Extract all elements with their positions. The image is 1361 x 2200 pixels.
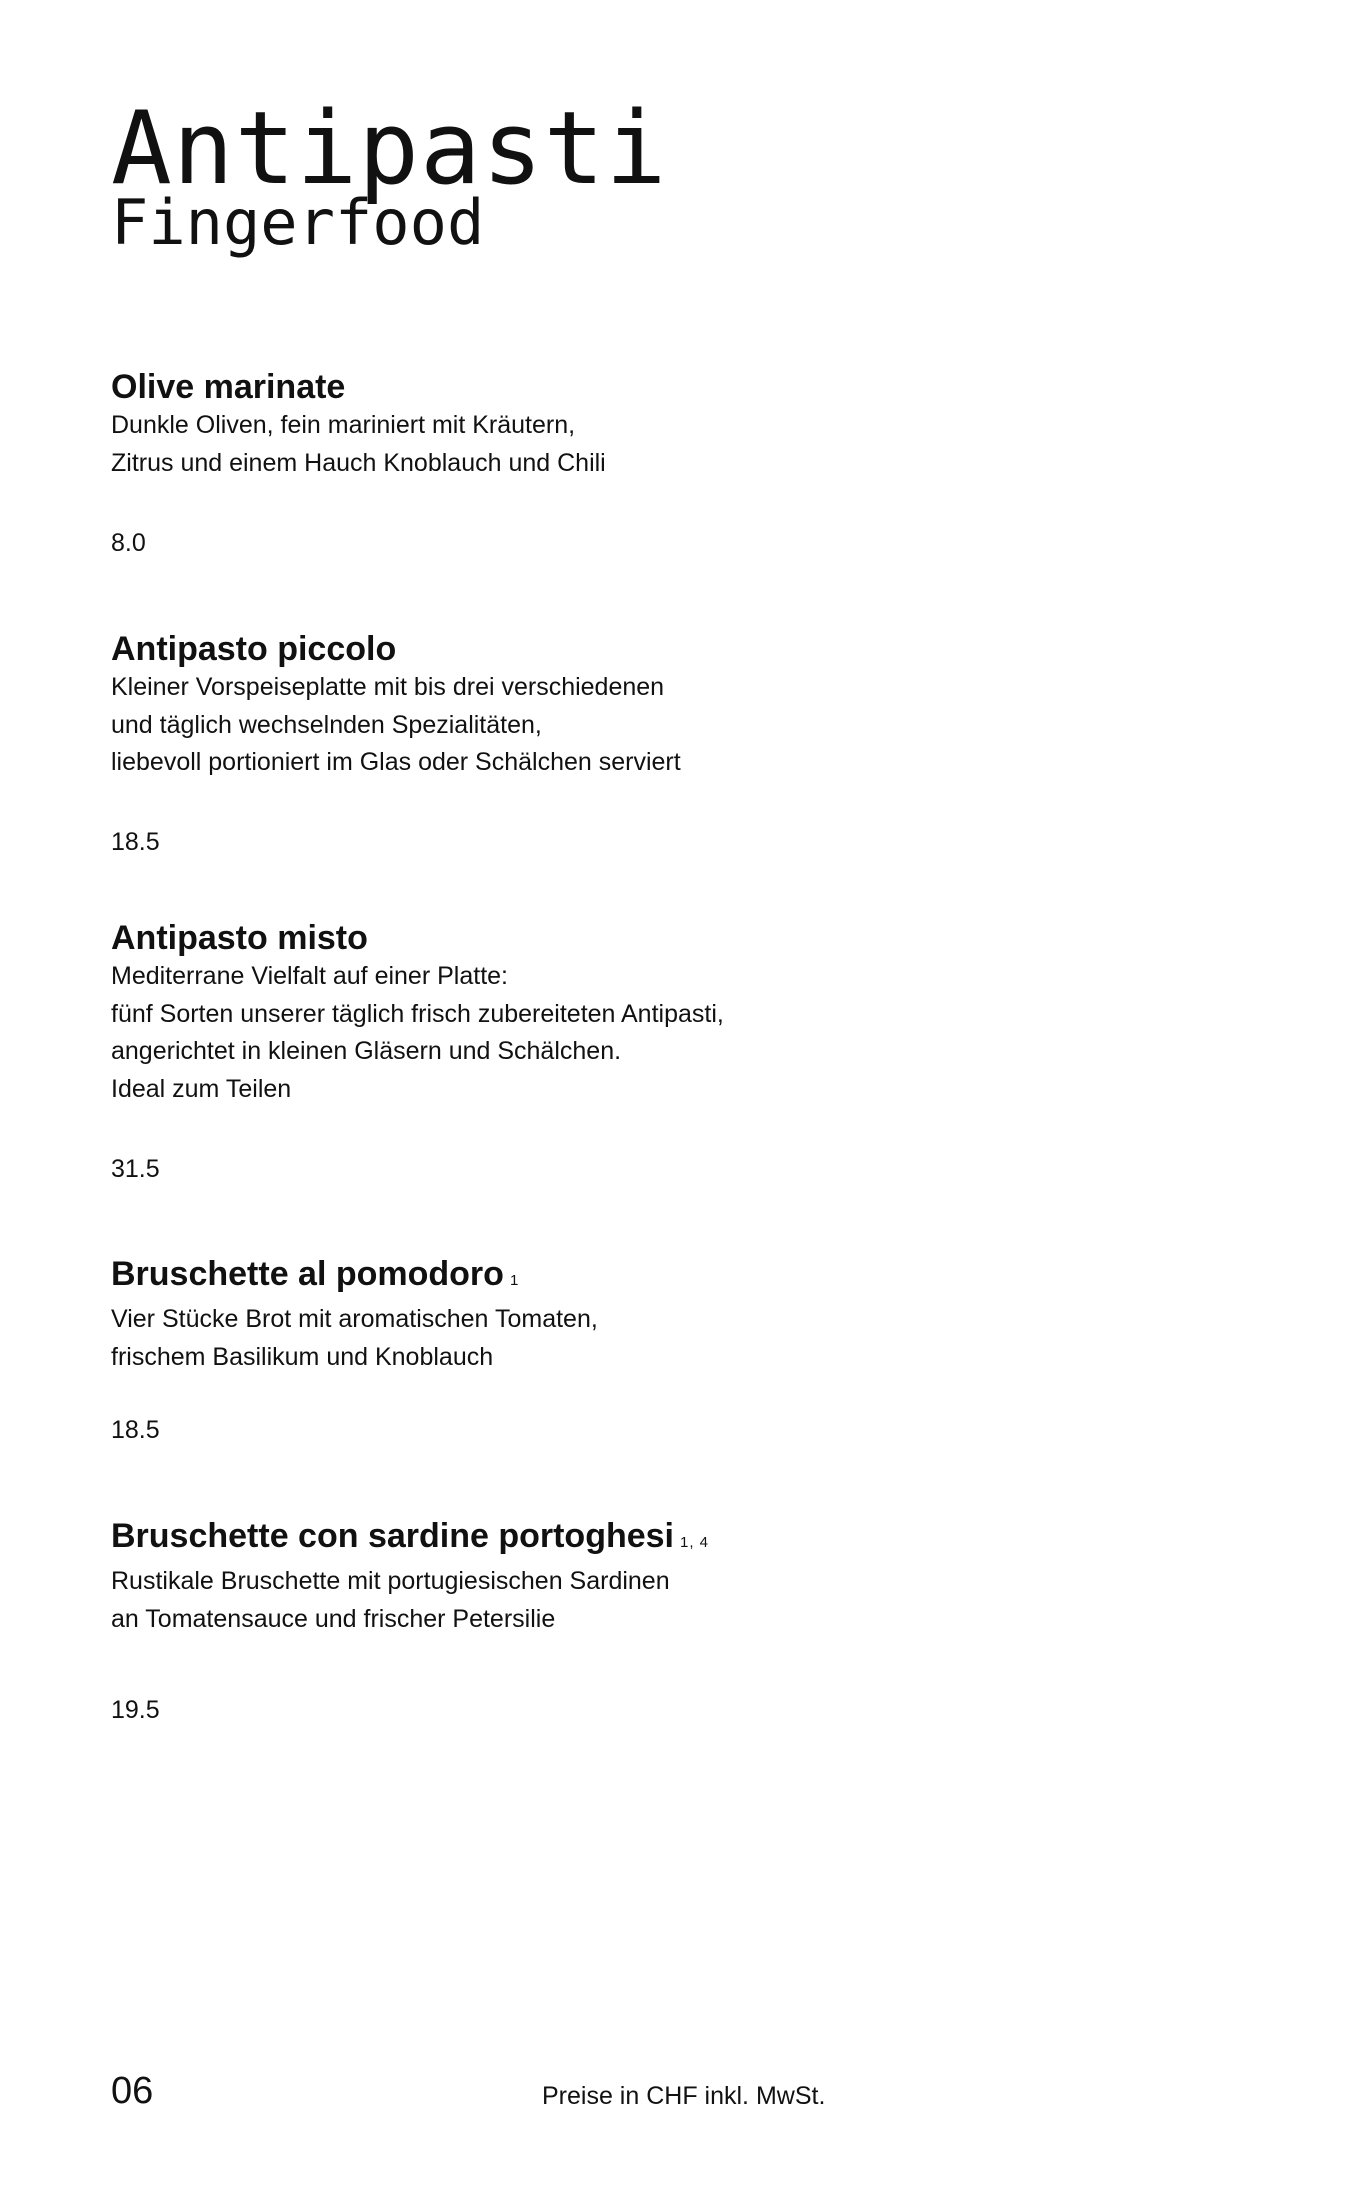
description-line: Vier Stücke Brot mit aromatischen Tomaten, bbox=[111, 1305, 598, 1333]
item-name bbox=[111, 367, 1211, 407]
page-number: 06 bbox=[111, 2070, 154, 2112]
item-description bbox=[111, 1301, 1211, 1376]
menu-item-bruschette-al-pomodoro bbox=[111, 1254, 1211, 1376]
allergen-note: 1 bbox=[509, 1272, 520, 1289]
item-name-text: Bruschette con sardine portoghesi bbox=[111, 1517, 674, 1555]
description-line: liebevoll portioniert im Glas oder Schälchen serviert bbox=[111, 748, 681, 776]
page-title: Antipasti bbox=[111, 89, 668, 207]
price-note: Preise in CHF inkl. MwSt. bbox=[542, 2082, 826, 2110]
item-name bbox=[111, 629, 1211, 669]
item-name bbox=[111, 1516, 1211, 1563]
item-price: 18.5 bbox=[111, 828, 160, 856]
description-line: Ideal zum Teilen bbox=[111, 1074, 292, 1103]
item-name bbox=[111, 1254, 1211, 1301]
item-description bbox=[111, 958, 1211, 1108]
item-name-text: Olive marinate bbox=[111, 368, 346, 406]
item-description bbox=[111, 407, 1211, 482]
item-description bbox=[111, 669, 1211, 782]
page-subtitle: Fingerfood bbox=[111, 186, 485, 259]
item-price: 19.5 bbox=[111, 1696, 160, 1724]
item-name bbox=[111, 918, 1211, 958]
item-name-text: Bruschette al pomodoro bbox=[111, 1255, 504, 1293]
description-line: Rustikale Bruschette mit portugiesischen Sardinen bbox=[111, 1567, 670, 1595]
description-line: angerichtet in kleinen Gläsern und Schälchen. bbox=[111, 1037, 622, 1065]
item-price: 31.5 bbox=[111, 1155, 160, 1183]
item-price: 18.5 bbox=[111, 1416, 160, 1444]
description-line: Mediterrane Vielfalt auf einer Platte: bbox=[111, 962, 508, 990]
description-line: Dunkle Oliven, fein mariniert mit Kräutern, bbox=[111, 411, 576, 439]
description-line: und täglich wechselnden Spezialitäten, bbox=[111, 710, 542, 739]
description-line: Zitrus und einem Hauch Knoblauch und Chili bbox=[111, 448, 606, 477]
item-name-text: Antipasto piccolo bbox=[111, 630, 397, 668]
description-line: fünf Sorten unserer täglich frisch zubereiteten Antipasti, bbox=[111, 999, 724, 1028]
description-line: frischem Basilikum und Knoblauch bbox=[111, 1342, 494, 1371]
description-line: an Tomatensauce und frischer Petersilie bbox=[111, 1604, 556, 1633]
item-description bbox=[111, 1563, 1211, 1638]
item-price: 8.0 bbox=[111, 529, 146, 557]
menu-item-olive-marinate bbox=[111, 367, 1211, 482]
item-name-text: Antipasto misto bbox=[111, 919, 368, 957]
allergen-note: 1, 4 bbox=[680, 1534, 710, 1551]
menu-item-antipasto-misto bbox=[111, 918, 1211, 1108]
description-line: Kleiner Vorspeiseplatte mit bis drei verschiedenen bbox=[111, 673, 665, 701]
menu-item-bruschette-con-sardine-portoghesi bbox=[111, 1516, 1211, 1638]
menu-item-antipasto-piccolo bbox=[111, 629, 1211, 782]
